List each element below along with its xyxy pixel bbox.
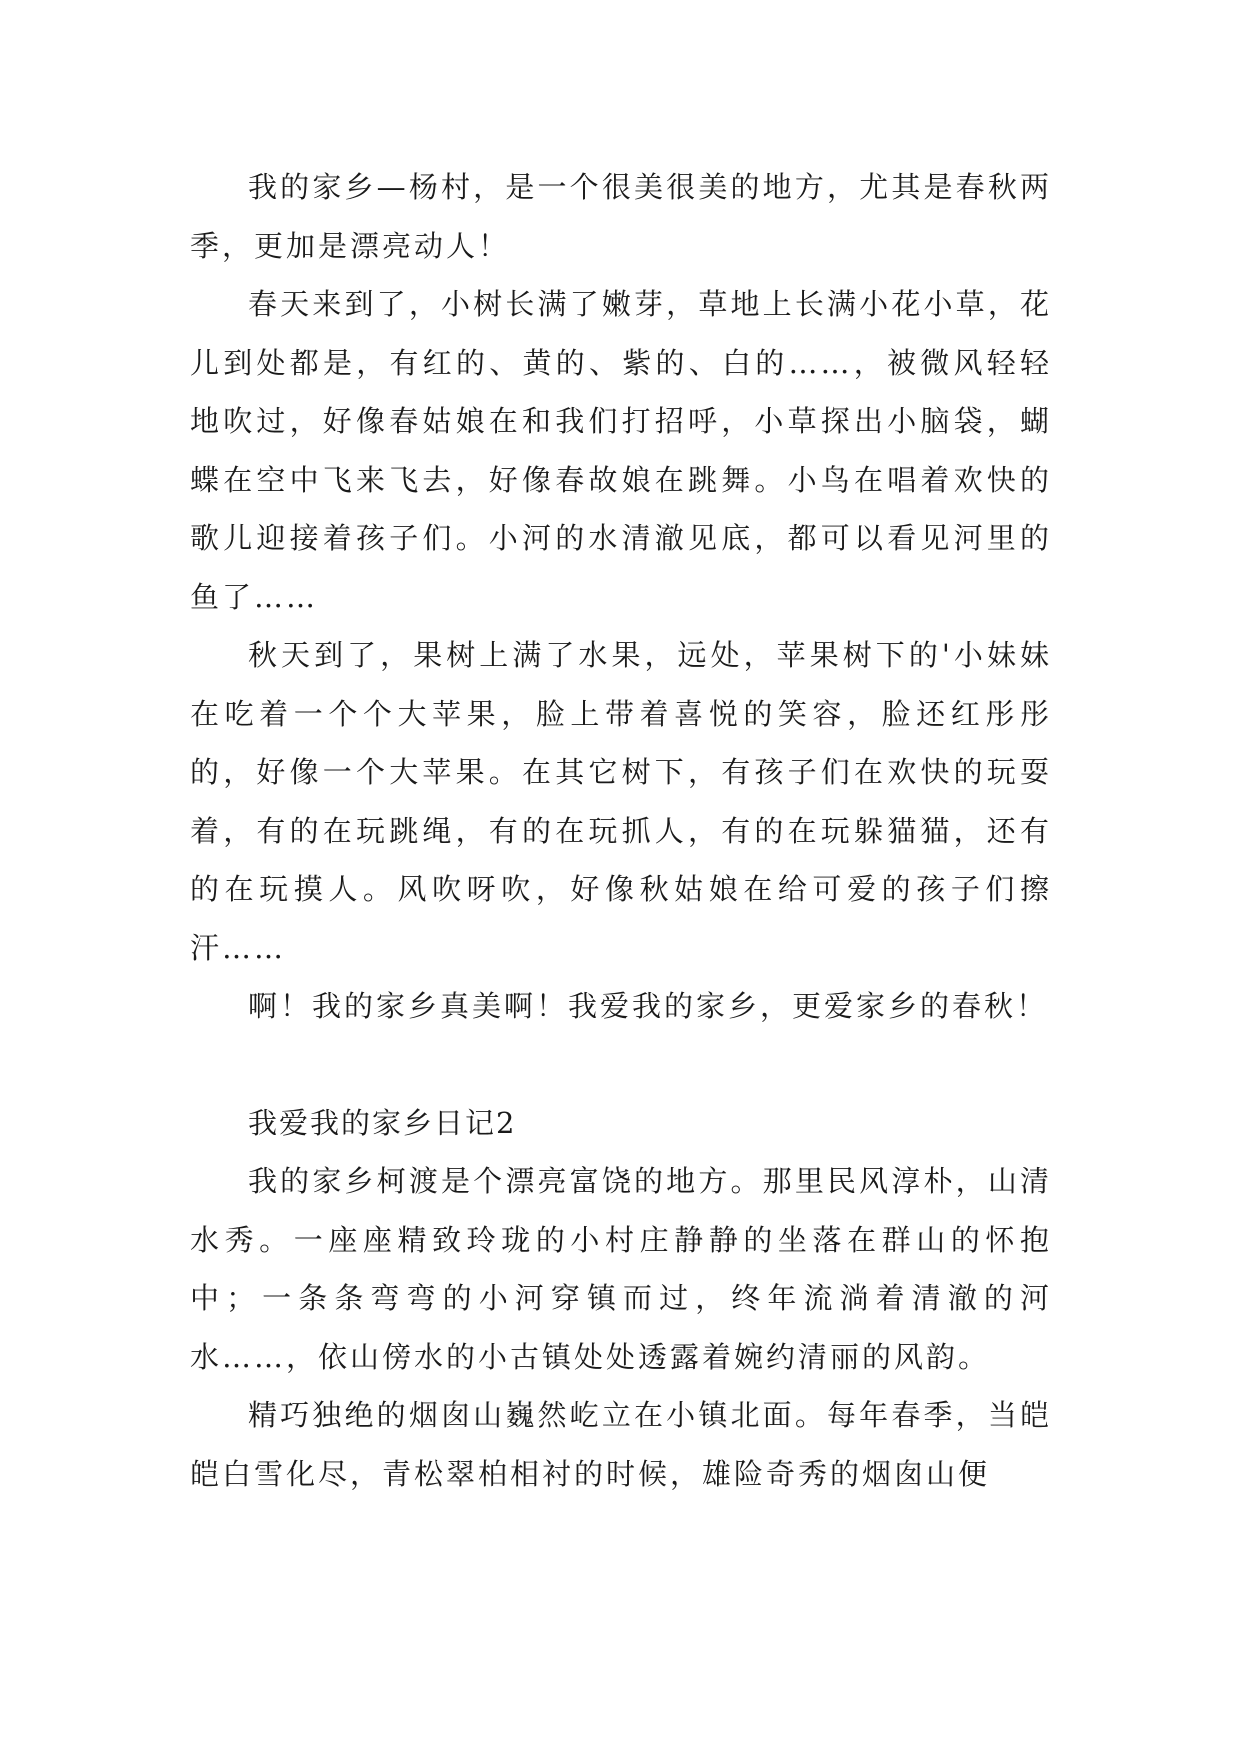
paragraph-kedu-intro: 我的家乡柯渡是个漂亮富饶的地方。那里民风淳朴，山清水秀。一座座精致玲珑的小村庄静静的坐落在群山的怀抱中；一条条弯弯的小河穿镇而过，终年流淌着清澈的河水……，依山傍水的小古镇处处透露着婉约清丽的风韵。 (190, 1164, 1052, 1374)
section-heading: 我爱我的家乡日记2 (248, 1105, 517, 1140)
document-body (190, 158, 1052, 1503)
paragraph-autumn: 秋天到了，果树上满了水果，远处，苹果树下的'小妹妹在吃着一个个大苹果，脸上带着喜悦的笑容，脸还红彤彤的，好像一个大苹果。在其它树下，有孩子们在欢快的玩耍着，有的在玩跳绳，有的在玩抓人，有的在玩躲猫猫，还有的在玩摸人。风吹呀吹，好像秋姑娘在给可爱的孩子们擦汗…… (190, 638, 1052, 965)
paragraph-spring: 春天来到了，小树长满了嫩芽，草地上长满小花小草，花儿到处都是，有红的、黄的、紫的、白的……，被微风轻轻地吹过，好像春姑娘在和我们打招呼，小草探出小脑袋，蝴蝶在空中飞来飞去，好像春故娘在跳舞。小鸟在唱着欢快的歌儿迎接着孩子们。小河的水清澈见底，都可以看见河里的鱼了…… (190, 287, 1052, 614)
paragraph-conclusion: 啊！我的家乡真美啊！我爱我的家乡，更爱家乡的春秋！ (248, 989, 1049, 1023)
paragraph-chimney-mountain: 精巧独绝的烟囱山巍然屹立在小镇北面。每年春季，当皑皑白雪化尽，青松翠柏相衬的时候，雄险奇秀的烟囱山便 (190, 1398, 1052, 1491)
paragraph-intro: 我的家乡—杨村，是一个很美很美的地方，尤其是春秋两季，更加是漂亮动人！ (190, 170, 1052, 263)
